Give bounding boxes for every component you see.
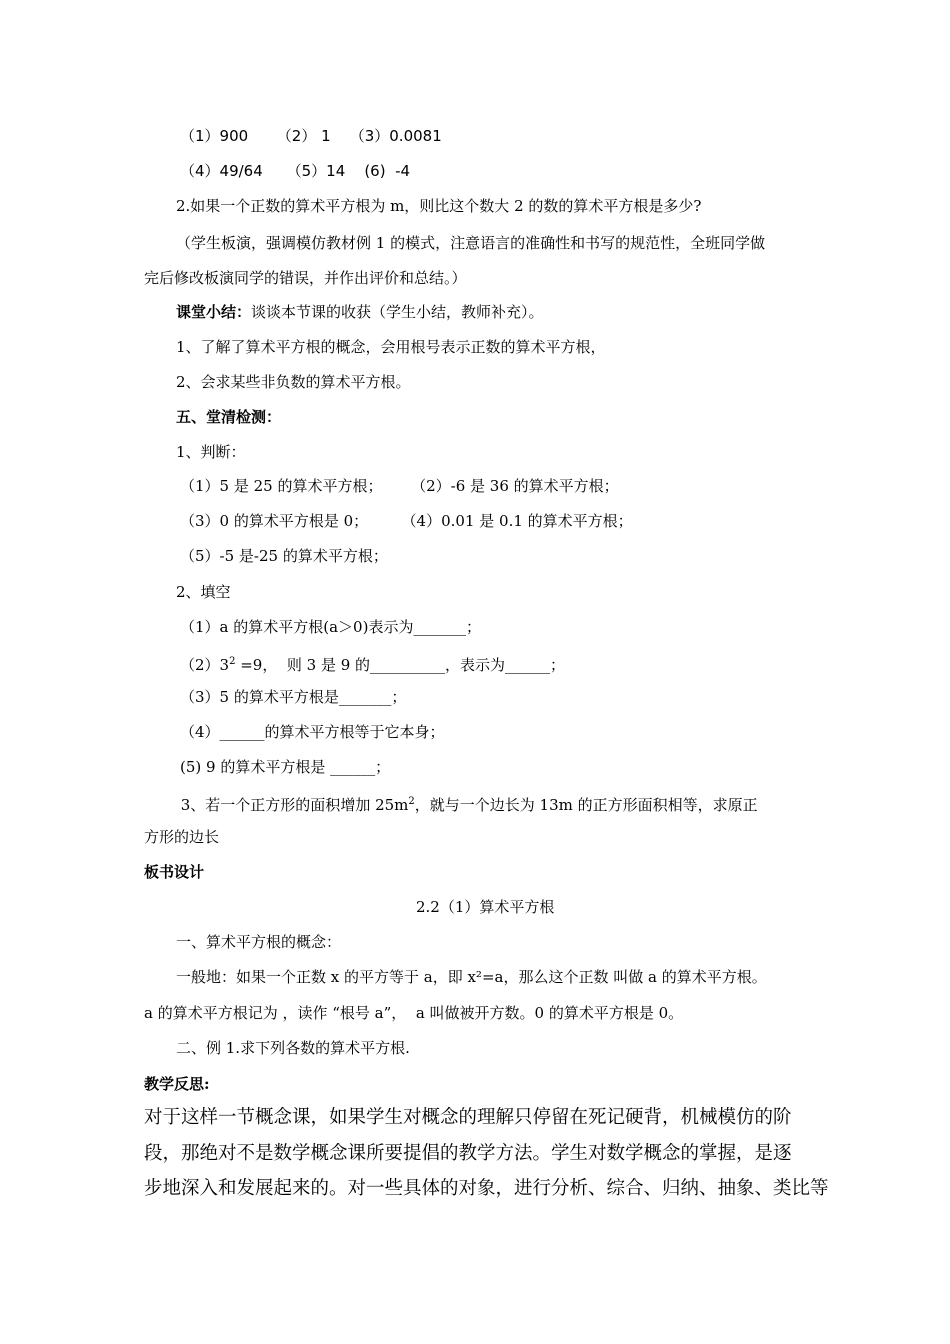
fill-line-1: （1）a 的算术平方根(a＞0)表示为_______； bbox=[180, 618, 481, 636]
quiz-fill-title: 2、填空 bbox=[176, 583, 231, 601]
note-line-2: 完后修改板演同学的错误，并作出评价和总结。） bbox=[144, 269, 467, 287]
fill-line-5: (5) 9 的算术平方根是 ______； bbox=[180, 758, 391, 776]
q3-pre: 3、若一个正方形的面积增加 25m bbox=[176, 796, 409, 814]
reflection-heading: 教学反思: bbox=[144, 1075, 210, 1093]
note-line-1: （学生板演，强调模仿教材例 1 的模式，注意语言的准确性和书写的规范性，全班同学做 bbox=[176, 234, 766, 252]
board-definition-1: 一般地：如果一个正数 x 的平方等于 a，即 x²=a，那么这个正数 叫做 a 的算术平方根。 bbox=[176, 968, 767, 986]
quiz-judge-title: 1、判断： bbox=[176, 443, 246, 461]
judge-line-3: （5）-5 是-25 的算术平方根； bbox=[180, 547, 388, 565]
summary-text: 谈谈本节课的收获（学生小结，教师补充）。 bbox=[251, 303, 544, 321]
summary-point-2: 2、会求某些非负数的算术平方根。 bbox=[176, 373, 411, 391]
quiz-question-3-cont: 方形的边长 bbox=[144, 828, 220, 846]
reflection-line-2: 段，那绝对不是数学概念课所要提倡的教学方法。学生对数学概念的掌握，是逐 bbox=[144, 1143, 792, 1164]
fill-2-prefix: （2）3 bbox=[180, 656, 230, 674]
quiz-question-3 bbox=[176, 792, 758, 815]
exercise-question-2: 2.如果一个正数的算术平方根为 m，则比这个数大 2 的数的算术平方根是多少? bbox=[176, 197, 702, 215]
summary-line bbox=[176, 302, 544, 322]
summary-point-1: 1、了解了算术平方根的概念，会用根号表示正数的算术平方根， bbox=[176, 338, 606, 356]
fill-2-rest: =9， 则 3 是 9 的__________，表示为______； bbox=[235, 656, 566, 674]
fill-line-2 bbox=[180, 652, 565, 675]
quiz-heading: 五、堂清检测： bbox=[176, 408, 282, 426]
fill-line-4: （4）______的算术平方根等于它本身； bbox=[180, 723, 445, 741]
exercise-line-2: （4）49/64 （5）14 (6) -4 bbox=[180, 162, 411, 180]
fill-line-3: （3）5 的算术平方根是_______； bbox=[180, 688, 407, 706]
reflection-line-3: 步地深入和发展起来的。对一些具体的对象，进行分析、综合、归纳、抽象、类比等 bbox=[144, 1178, 829, 1199]
q3-exponent: 2 bbox=[408, 796, 415, 807]
board-section-2: 二、例 1.求下列各数的算术平方根. bbox=[176, 1039, 410, 1057]
exercise-line-1: （1）900 （2） 1 （3）0.0081 bbox=[180, 127, 442, 145]
board-section-1: 一、算术平方根的概念： bbox=[176, 933, 342, 951]
q3-post: ，就与一个边长为 13m 的正方形面积相等，求原正 bbox=[414, 796, 758, 814]
reflection-line-1: 对于这样一节概念课，如果学生对概念的理解只停留在死记硬背，机械模仿的阶 bbox=[144, 1107, 792, 1128]
judge-line-2: （3）0 的算术平方根是 0； （4）0.01 是 0.1 的算术平方根； bbox=[180, 512, 633, 530]
judge-line-1: （1）5 是 25 的算术平方根； （2）-6 是 36 的算术平方根； bbox=[180, 477, 619, 495]
board-title: 2.2（1）算术平方根 bbox=[416, 898, 555, 916]
summary-label: 课堂小结： bbox=[176, 303, 252, 321]
board-definition-2: a 的算术平方根记为 ，读作 “根号 a”， a 叫做被开方数。0 的算术平方根是 0。 bbox=[144, 1004, 684, 1022]
fill-2-exponent: 2 bbox=[229, 656, 236, 667]
board-heading: 板书设计 bbox=[144, 863, 205, 881]
